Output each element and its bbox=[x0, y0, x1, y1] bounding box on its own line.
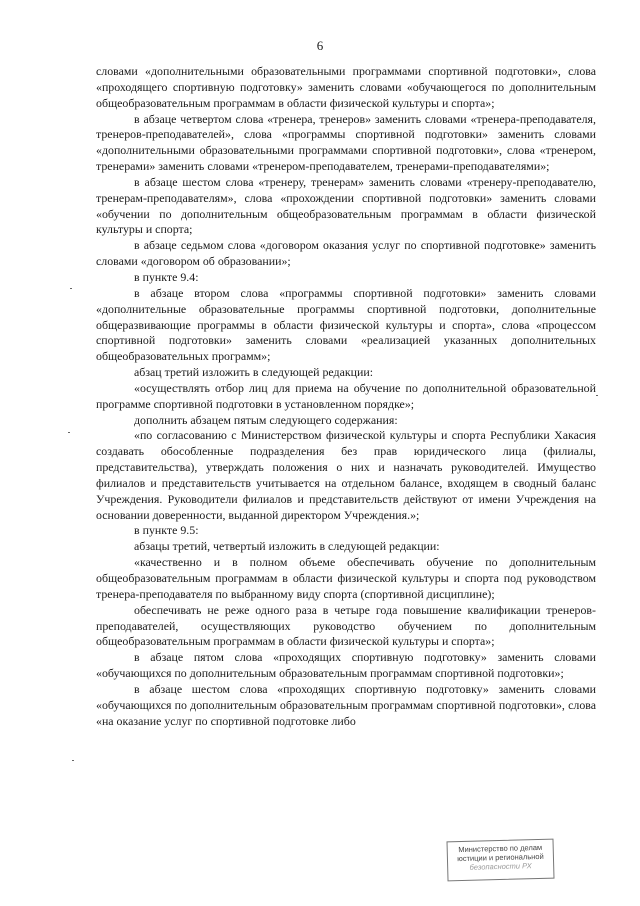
paragraph: «осуществлять отбор лиц для приема на обучение по дополнительной образовательной программе спортивной подготовки в установленном порядке»; bbox=[96, 380, 596, 411]
scan-speck bbox=[72, 760, 74, 761]
paragraph: в абзаце пятом слова «проходящих спортивную подготовку» заменить словами «обучающихся по дополнительным образовательным программам спортивной подготовки»; bbox=[96, 650, 596, 681]
stamp-line: безопасности РХ bbox=[469, 861, 532, 872]
document-body bbox=[96, 64, 596, 729]
paragraph: в пункте 9.5: bbox=[134, 523, 199, 538]
stamp-line: Министерство по делам bbox=[458, 842, 543, 855]
paragraph: словами «дополнительными образовательными программами спортивной подготовки», слова «проходящего спортивную подготовку» заменить словами «обучающегося по дополнительным общеобразовательным программам в области физической культуры и спорта»; bbox=[96, 64, 596, 110]
paragraph: «качественно и в полном объеме обеспечивать обучение по дополнительным общеобразовательным программам в области физической культуры и спорта под руководством тренера-преподавателя по выбранному виду спорта (спортивной дисциплине); bbox=[96, 555, 596, 601]
paragraph: «по согласованию с Министерством физической культуры и спорта Республики Хакасия создавать обособленные подразделения без прав юридического лица (филиалы, представительства), утверждать положения о них и назначать руководителей. Имущество филиалов и представительств учитывается на отдельном балансе, входящем в сводный баланс Учреждения. Руководители филиалов и представительств действуют от имени Учреждения на основании доверенности, выданной директором Учреждения.»; bbox=[96, 428, 596, 522]
registration-stamp bbox=[446, 839, 554, 882]
paragraph: абзац третий изложить в следующей редакции: bbox=[134, 365, 374, 380]
scan-speck bbox=[596, 395, 598, 396]
paragraph: дополнить абзацем пятым следующего содержания: bbox=[134, 412, 398, 427]
paragraph: в абзаце шестом слова «проходящих спортивную подготовку» заменить словами «обучающихся по дополнительным образовательным программам спортивной подготовки», слова «на оказание услуг по спортивной подготовке либо bbox=[96, 681, 596, 728]
paragraph: в пункте 9.4: bbox=[134, 269, 199, 284]
scan-speck bbox=[70, 288, 72, 289]
paragraph: в абзаце втором слова «программы спортивной подготовки» заменить словами «дополнительные образовательные программы спортивной подготовки, дополнительные общеразвивающие программы в области физической культуры и спорта», слова «процессом спортивной подготовки» заменить словами «реализацией указанных дополнительных общеобразовательных программ»; bbox=[96, 285, 596, 364]
page-number: 6 bbox=[316, 38, 324, 53]
scan-speck bbox=[68, 432, 70, 433]
stamp-line: юстиции и региональной bbox=[457, 851, 544, 864]
paragraph: в абзаце седьмом слова «договором оказания услуг по спортивной подготовке» заменить словами «договором об образовании»; bbox=[96, 238, 596, 269]
paragraph: абзацы третий, четвертый изложить в следующей редакции: bbox=[134, 539, 440, 554]
paragraph: обеспечивать не реже одного раза в четыре года повышение квалификации тренеров-преподавателей, осуществляющих руководство обучением по дополнительным общеобразовательным программам в области физической культуры и спорта»; bbox=[96, 602, 596, 649]
paragraph: в абзаце четвертом слова «тренера, тренеров» заменить словами «тренера-преподавателя, тренеров-преподавателей», слова «программы спортивной подготовки» заменить словами «дополнительными образовательными программами спортивной подготовки», слова «тренером, тренерами» заменить словами «тренером-преподавателем, тренерами-преподавателями»; bbox=[96, 111, 596, 174]
paragraph: в абзаце шестом слова «тренеру, тренерам» заменить словами «тренеру-преподавателю, тренерам-преподавателям», слова «прохождении спортивной подготовки» заменить словами «обучении по дополнительным общеобразовательным программам в области физической культуры и спорта; bbox=[96, 174, 596, 237]
